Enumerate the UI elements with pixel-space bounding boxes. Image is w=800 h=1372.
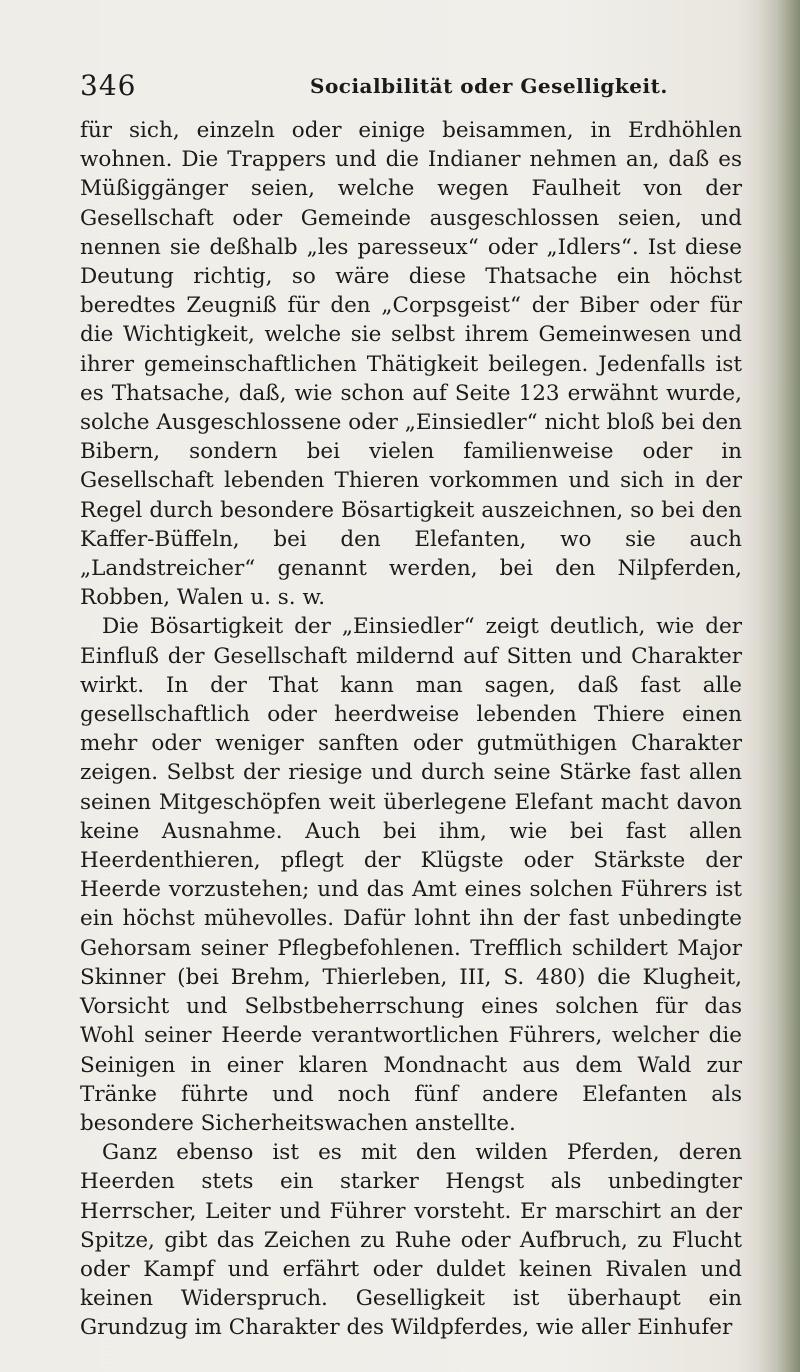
paragraph-1: für sich, einzeln oder einige beisammen, in Erdhöhlen wohnen. Die Trappers und die Indianer nehmen an, daß es Müßiggänger seien, welche wegen Faulheit von der Gesellschaft oder Gemeinde ausgeschlossen seien, und nennen sie deßhalb „les paresseux“ oder „Idlers“. Ist diese Deutung richtig, so wäre diese Thatsache ein höchst beredtes Zeugniß für den „Corpsgeist“ der Biber oder für die Wichtigkeit, welche sie selbst ihrem Gemeinwesen und ihrer gemeinschaftlichen Thätigkeit beilegen. Jedenfalls ist es Thatsache, daß, wie schon auf Seite 123 erwähnt wurde, solche Ausgeschlossene oder „Einsiedler“ nicht bloß bei den Bibern, sondern bei vielen familienweise oder in Gesellschaft lebenden Thieren vorkommen und sich in der Regel durch besondere Bösartigkeit auszeichnen, so bei den Kaffer-Büffeln, bei den Elefanten, wo sie auch „Landstreicher“ genannt werden, bei den Nilpferden, Robben, Walen u. s. w. <box>80 118 742 611</box>
paragraph-2: Die Bösartigkeit der „Einsiedler“ zeigt deutlich, wie der Einfluß der Gesellschaft mildernd auf Sitten und Charakter wirkt. In der That kann man sagen, daß fast alle gesellschaftlich oder heerdweise lebenden Thiere einen mehr oder weniger sanften oder gutmüthigen Charakter zeigen. Selbst der riesige und durch seine Stärke fast allen seinen Mitgeschöpfen weit überlegene Elefant macht davon keine Ausnahme. Auch bei ihm, wie bei fast allen Heerdenthieren, pflegt der Klügste oder Stärkste der Heerde vorzustehen; und das Amt eines solchen Führers ist ein höchst mühevolles. Dafür lohnt ihn der fast unbedingte Gehorsam seiner Pflegbefohlenen. Trefflich schildert Major Skinner (bei Brehm, Thierleben, III, S. 480) die Klugheit, Vorsicht und Selbstbeherrschung eines solchen für das Wohl seiner Heerde verantwortlichen Führers, welcher die Seinigen in einer klaren Mondnacht aus dem Wald zur Tränke führte und noch fünf andere Elefanten als besondere Sicherheitswachen anstellte. <box>80 614 742 1136</box>
running-head: Socialbilität oder Geselligkeit. <box>310 74 668 98</box>
page-number: 346 <box>80 69 137 102</box>
body-text <box>80 116 742 1343</box>
page-edge-shadow <box>758 0 800 1372</box>
page-header <box>80 66 740 106</box>
paragraph-3: Ganz ebenso ist es mit den wilden Pferden, deren Heerden stets ein starker Hengst als unbedingter Herrscher, Leiter und Führer vorsteht. Er marschirt an der Spitze, gibt das Zeichen zu Ruhe oder Aufbruch, zu Flucht oder Kampf und erfährt oder duldet keinen Rivalen und keinen Widerspruch. Geselligkeit ist überhaupt ein Grundzug im Charakter des Wildpferdes, wie aller Einhufer <box>80 1140 742 1341</box>
